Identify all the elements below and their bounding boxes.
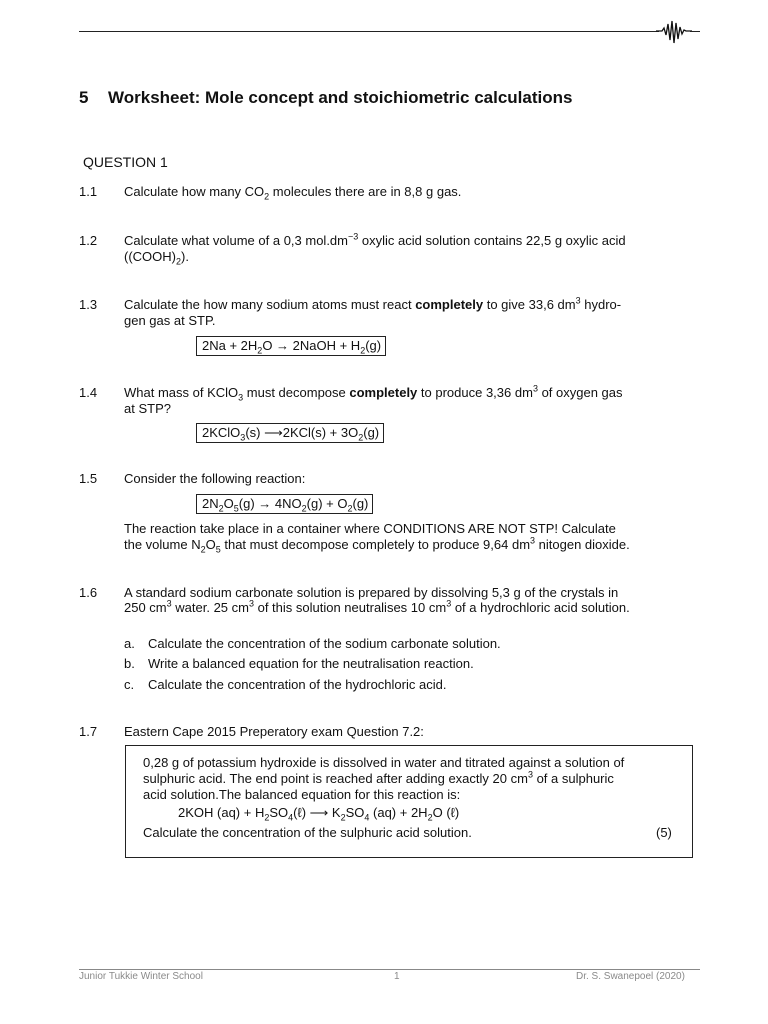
q1-2-number: 1.2 — [79, 233, 98, 248]
q1-4-line2: at STP? — [124, 401, 171, 416]
marks-label: (5) — [656, 825, 672, 840]
box-line3: acid solution.The balanced equation for this reaction is: — [143, 787, 461, 802]
q1-6-item-a-letter: a. — [124, 636, 135, 651]
waveform-icon — [656, 18, 692, 46]
q1-1-number: 1.1 — [79, 184, 98, 199]
page-number: 1 — [394, 971, 400, 982]
q1-5-number: 1.5 — [79, 471, 98, 486]
q1-6-line2: 250 $cm^3$ water. 25 $cm^3$ of this solution neutralises 10 $cm^3$ of a hydrochloric acid solution. — [124, 598, 630, 615]
page-title: 5 Worksheet: Mole concept and stoichiometric calculations — [79, 88, 573, 107]
footer-left: Junior Tukkie Winter School — [79, 971, 203, 982]
q1-7-number: 1.7 — [79, 724, 98, 739]
q1-6-item-c-text: Calculate the concentration of the hydrochloric acid. — [148, 677, 447, 692]
q1-6-item-a-text: Calculate the concentration of the sodium carbonate solution. — [148, 636, 501, 651]
q1-6-line1: A standard sodium carbonate solution is prepared by dissolving 5,3 g of the crystals in — [124, 585, 619, 600]
q1-5-line2: The reaction take place in a container where CONDITIONS ARE NOT STP! Calculate — [124, 521, 616, 536]
header-rule-end — [690, 31, 700, 32]
q1-6-item-b-letter: b. — [124, 656, 135, 671]
q1-4-equation-box: 2KClO$_3$(s) ⟶2KCl(s) + $3O_2(g)$ — [196, 423, 384, 443]
footer-rule — [79, 969, 700, 970]
q1-2-line2: $((COOH)_2)$. — [124, 249, 189, 267]
footer-right: Dr. S. Swanepoel (2020) — [576, 971, 685, 982]
q1-4-number: 1.4 — [79, 385, 98, 400]
q1-3-equation-box: $2Na + 2H_2O$ → 2NaOH + $H_2(g)$ — [196, 336, 386, 356]
q1-5-equation-box: $2N_2O_5(g) \to 4NO_2(g) + O_2(g)$ — [196, 494, 373, 514]
q1-5-line3: the volume $N_2O_5$ that must decompose completely to produce 9,64 $dm^3$ nitogen dioxide. — [124, 535, 630, 555]
q1-4-line1: What mass of KClO$_3$ must decompose completely to produce 3,36 $dm^3$ of oxygen gas — [124, 383, 623, 403]
header-rule — [79, 31, 659, 32]
q1-1-text: Calculate how many $CO_2$ molecules there are in 8,8 g gas. — [124, 184, 462, 202]
q1-2-line1: Calculate what volume of a 0,3 $mol.dm^{-3}$ oxylic acid solution contains 22,5 g oxylic acid — [124, 231, 626, 248]
q1-6-item-c-letter: c. — [124, 677, 135, 692]
q1-6-number: 1.6 — [79, 585, 98, 600]
box-equation: 2KOH $(aq) + H_2SO_4(\ell)$ ⟶ $K_2SO_4$ $(aq) + 2H_2O$ (ℓ) — [178, 805, 460, 823]
q1-5-line1: Consider the following reaction: — [124, 471, 306, 486]
box-line2: sulphuric acid. The end point is reached after adding exactly 20 $cm^3$ of a sulphuric — [143, 769, 614, 786]
q1-3-line1: Calculate the how many sodium atoms must react completely to give 33,6 $dm^3$ hydro- — [124, 295, 622, 312]
box-line1: 0,28 g of potassium hydroxide is dissolved in water and titrated against a solution of — [143, 755, 625, 770]
question-heading: QUESTION 1 — [83, 154, 168, 170]
q1-3-line2: gen gas at STP. — [124, 313, 216, 328]
q1-6-item-b-text: Write a balanced equation for the neutralisation reaction. — [148, 656, 474, 671]
q1-3-number: 1.3 — [79, 297, 98, 312]
q1-7-line1: Eastern Cape 2015 Preperatory exam Question 7.2: — [124, 724, 424, 739]
box-line5: Calculate the concentration of the sulphuric acid solution. — [143, 825, 472, 840]
